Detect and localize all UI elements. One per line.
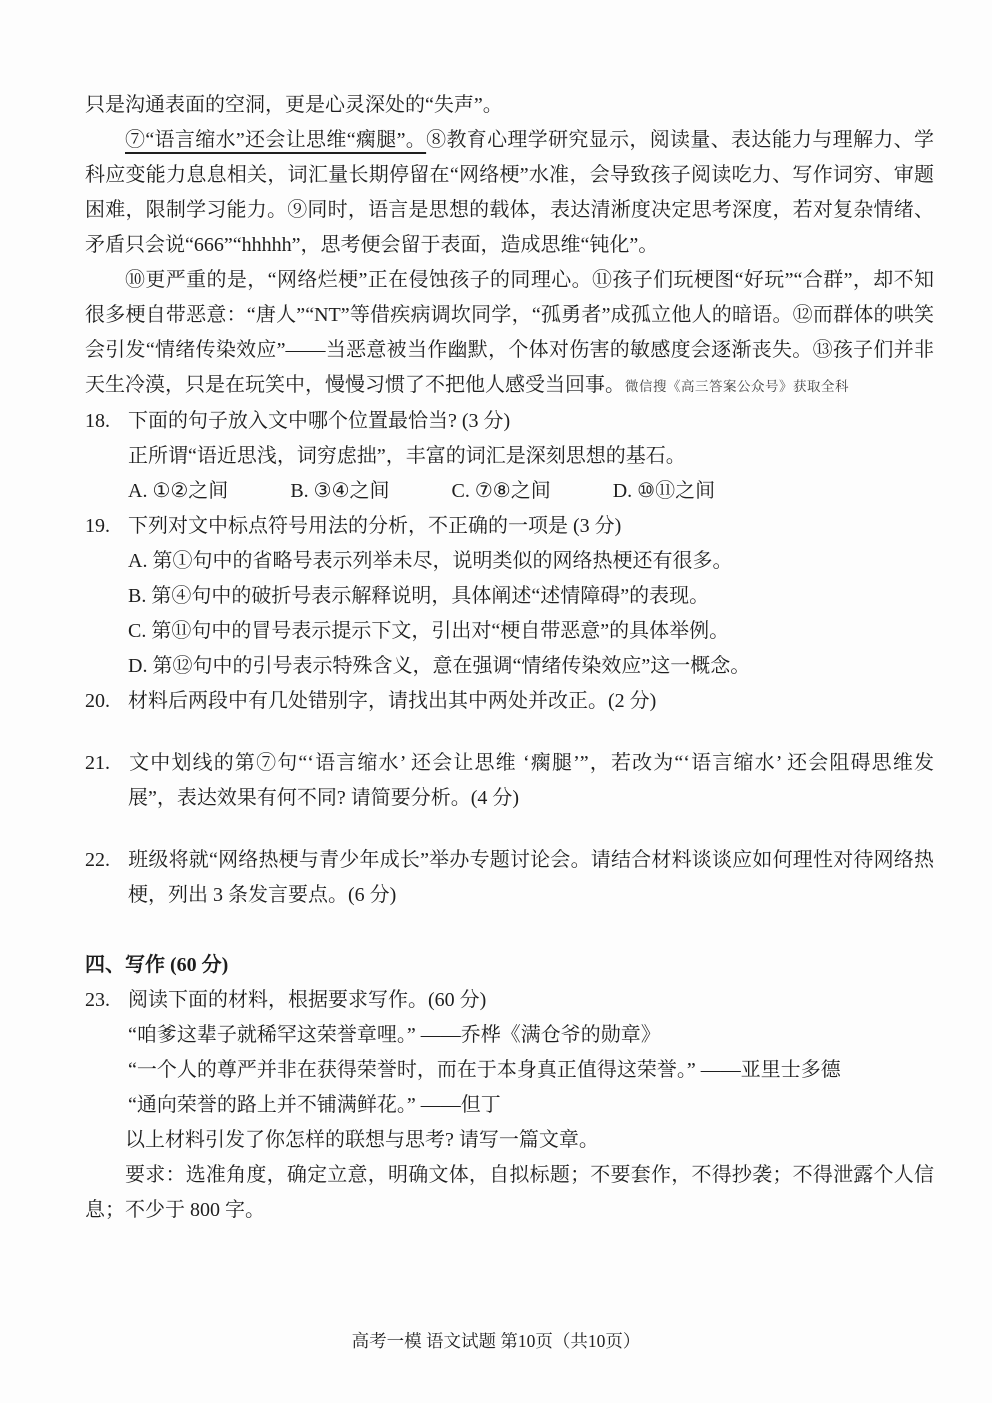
passage-continuation-line: 只是沟通表面的空洞，更是心灵深处的“失声”。 [85,94,503,116]
option-19-d: D. 第⑫句中的引号表示特殊含义，意在强调“情绪传染效应”这一概念。 [128,655,751,677]
question-19-stem [85,509,934,544]
passage-sentences-8-9: ⑧教育心理学研究显示，阅读量、表达能力与理解力、学科应变能力息息相关，词汇量长期停留在“网络梗”水准，会导致孩子阅读吃力、写作词穷、审题困难，限制学习能力。⑨同时，语言是思想的载体，表达清淅度决定思考深度，若对复杂情绪、矛盾只会说“666”“hhhhh”，思考便会留于表面，造成思维“钝化”。 [85,129,935,256]
essay-material-1: “咱爹这辈子就稀罕这荣誉章哩。” ——乔桦《满仓爷的勋章》 [128,1024,661,1046]
question-19-text: 下列对文中标点符号用法的分析，不正确的一项是 (3 分) [128,515,622,537]
question-18-inserted-sentence: 正所谓“语近思浅，词穷虑拙”，丰富的词汇是深刻思想的基石。 [128,445,686,467]
question-19-number: 19. [85,515,110,537]
option-18-b: B. ③④之间 [290,480,390,502]
option-18-a: A. ①②之间 [128,480,229,502]
question-22-number: 22. [85,849,110,871]
question-21-text: 文中划线的第⑦句“‘语言缩水’ 还会让思维 ‘瘸腿’”，若改为“‘语言缩水’ 还会阻碍思维发展”，表达效果有何不同? 请简要分析。(4 分) [128,752,934,809]
passage-paragraph-7-9 [85,123,934,263]
option-19-c: C. 第⑪句中的冒号表示提示下文，引出对“梗自带恶意”的具体举例。 [128,620,730,642]
question-21-stem [85,746,934,816]
watermark-text: 微信搜《高三答案公众号》获取全科 [625,379,849,394]
essay-requirements: 要求：选准角度，确定立意，明确文体，自拟标题；不要套作，不得抄袭；不得泄露个人信息；不少于 800 字。 [85,1164,934,1221]
question-18-text: 下面的句子放入文中哪个位置最恰当? (3 分) [128,410,511,432]
underlined-sentence-7: ⑦“语言缩水”还会让思维“瘸腿”。 [125,129,427,151]
question-18-number: 18. [85,410,110,432]
essay-material-2: “一个人的尊严并非在获得荣誉时，而在于本身真正值得这荣誉。” ——亚里士多德 [128,1059,841,1081]
essay-material-3: “通向荣誉的路上并不铺满鲜花。” ——但丁 [128,1094,501,1116]
section-4-title: 四、写作 (60 分) [85,954,229,976]
question-23-stem [85,983,934,1018]
passage-sentences-10-13: ⑩更严重的是，“网络烂梗”正在侵蚀孩子的同理心。⑪孩子们玩梗图“好玩”“合群”，却不知很多梗自带恶意：“唐人”“NT”等借疾病调坎同学，“孤勇者”成孤立他人的暗语。⑫而群体的哄笑会引发“情绪传染效应”——当恶意被当作幽默，个体对伤害的敏感度会逐渐丧失。⑬孩子们并非天生冷漠，只是在玩笑中，慢慢习惯了不把他人感受当回事。 [85,269,934,396]
question-22-stem [85,843,934,913]
question-21-number: 21. [85,752,110,774]
option-18-d: D. ⑩⑪之间 [612,480,716,502]
page-footer: 高考一模 语文试题 第10页（共10页） [351,1331,641,1351]
question-20-text: 材料后两段中有几处错别字，请找出其中两处并改正。(2 分) [128,690,657,712]
question-20-stem [85,684,934,719]
question-18-stem [85,404,934,439]
passage-paragraph-10-13 [85,263,934,404]
option-19-b: B. 第④句中的破折号表示解释说明，具体阐述“述情障碍”的表现。 [128,585,710,607]
essay-prompt: 以上材料引发了你怎样的联想与思考? 请写一篇文章。 [125,1129,599,1151]
question-23-text: 阅读下面的材料，根据要求写作。(60 分) [128,989,487,1011]
option-18-c: C. ⑦⑧之间 [451,480,551,502]
question-22-text: 班级将就“网络热梗与青少年成长”举办专题讨论会。请结合材料谈谈应如何理性对待网络热梗，列出 3 条发言要点。(6 分) [128,849,934,906]
option-19-a: A. 第①句中的省略号表示列举未尽，说明类似的网络热梗还有很多。 [128,550,733,572]
question-23-number: 23. [85,989,110,1011]
question-18-options [85,474,934,509]
question-20-number: 20. [85,690,110,712]
